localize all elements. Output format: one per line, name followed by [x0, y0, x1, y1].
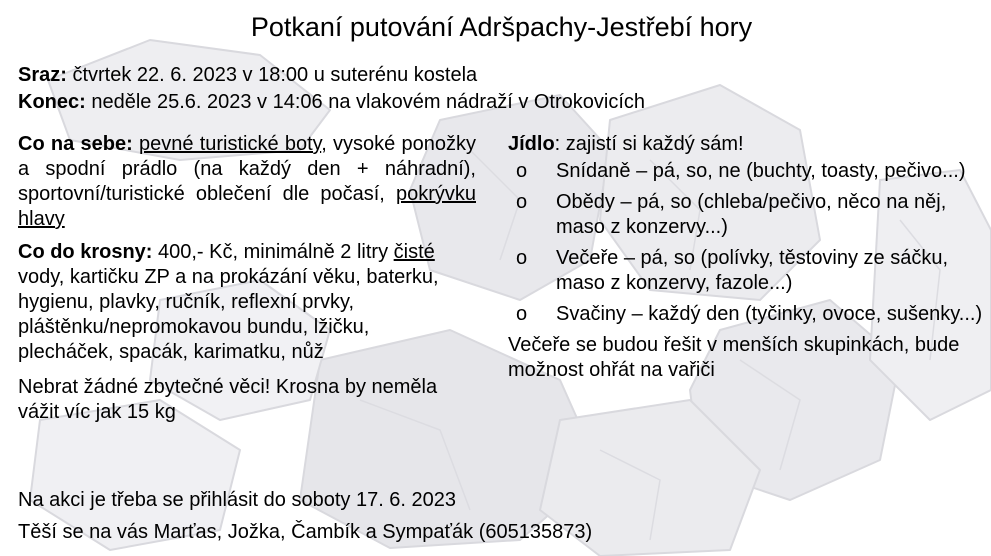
right-column: [508, 132, 988, 383]
bullet-icon: o: [516, 247, 528, 269]
wear-hat: pokrývku hlavy: [18, 183, 476, 230]
meal-text: Svačiny – každý den (tyčinky, ovoce, sušenky...): [556, 303, 983, 325]
signature-line: Těší se na vás Marťas, Jožka, Čambík a Sympaťák (605135873): [18, 521, 593, 543]
bullet-icon: o: [516, 160, 528, 182]
meal-item: [508, 302, 988, 327]
page-title: Potkaní putování Adršpachy-Jestřebí hory: [250, 12, 753, 42]
bullet-icon: o: [516, 303, 528, 325]
end-label: Konec:: [18, 91, 86, 113]
meet-text: čtvrtek 22. 6. 2023 v 18:00 u suterénu kostela: [66, 64, 478, 86]
wear-text: , vysoké ponožky a spodní prádlo (na každý den + náhradní), sportovní/turistické oblečení dle počasí,: [18, 133, 476, 205]
food-label: Jídlo: [508, 133, 555, 155]
wear-boots: pevné turistické boty: [138, 133, 322, 155]
meal-list: [508, 159, 988, 327]
dinner-note: Večeře se budou řešit v menších skupinkách, bude možnost ohřát na vařiči: [508, 334, 960, 381]
warning-paragraph: Nebrat žádné zbytečné věci! Krosna by neměla vážit víc jak 15 kg: [18, 376, 438, 423]
meal-text: Obědy – pá, so (chleba/pečivo, něco na něj, maso z konzervy...): [556, 191, 947, 238]
bullet-icon: o: [516, 191, 528, 213]
meet-label: Sraz:: [18, 64, 67, 86]
meet-line: [18, 63, 477, 88]
pack-paragraph: [18, 240, 468, 365]
pack-label: Co do krosny:: [18, 241, 153, 263]
end-text: neděle 25.6. 2023 v 14:06 na vlakovém nádraží v Otrokovicích: [85, 91, 646, 113]
signup-line: Na akci je třeba se přihlásit do soboty 17. 6. 2023: [18, 489, 457, 511]
meal-item: [508, 159, 988, 184]
meal-item: [508, 246, 988, 296]
wear-paragraph: [18, 132, 476, 232]
meal-text: Večeře – pá, so (polívky, těstoviny ze sáčku, maso z konzervy, fazole...): [556, 247, 949, 294]
left-column: [18, 132, 476, 425]
end-line: [18, 90, 645, 115]
pack-clean: čisté: [393, 241, 435, 263]
wear-label: Co na sebe:: [18, 133, 133, 155]
pack-text-1: 400,- Kč, minimálně 2 litry: [152, 241, 394, 263]
food-heading: [508, 132, 988, 157]
meal-text: Snídaně – pá, so, ne (buchty, toasty, pečivo...): [556, 160, 966, 182]
meal-item: [508, 190, 988, 240]
food-intro: : zajistí si každý sám!: [554, 133, 744, 155]
pack-text-2: vody, kartičku ZP a na prokázání věku, baterku, hygienu, plavky, ručník, reflexní prvky, pláštěnku/nepromokavou bundu, lžičku, plecháček, spacák, karimatku, nůž: [18, 266, 439, 363]
